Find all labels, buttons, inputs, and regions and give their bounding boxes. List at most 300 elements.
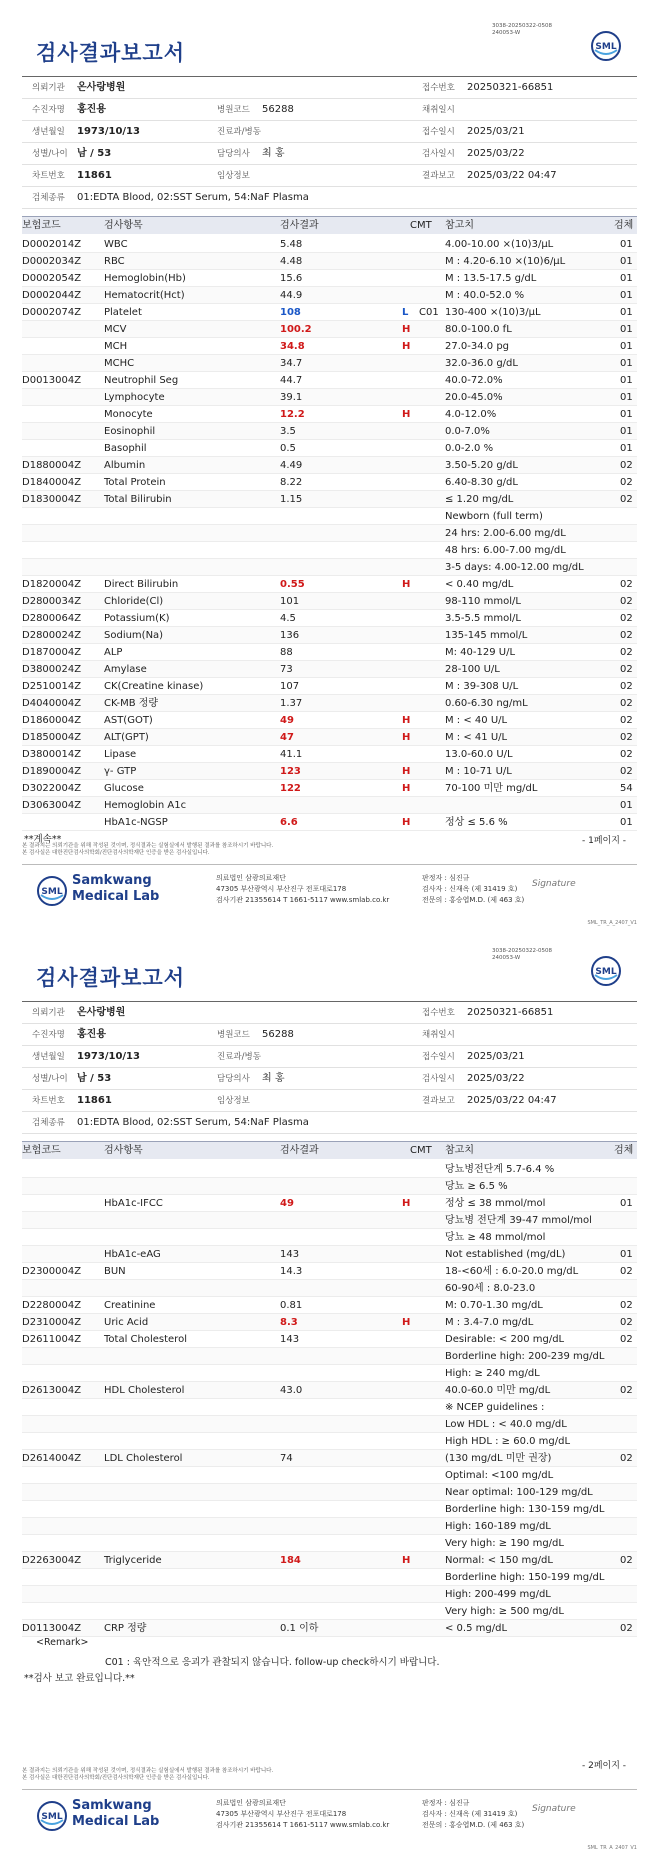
specimen-code: 02 xyxy=(620,494,633,505)
test-result: 136 xyxy=(280,630,300,641)
reference-range: Optimal: <100 mg/dL xyxy=(445,1470,554,1481)
remark-label: <Remark> xyxy=(36,1637,89,1648)
test-name: BUN xyxy=(104,1266,126,1277)
reference-range: M : 40.0-52.0 % xyxy=(445,290,525,301)
insurance-code: D1840004Z xyxy=(22,477,82,488)
insurance-code: D2310004Z xyxy=(22,1317,82,1328)
page-title: 검사결과보고서 xyxy=(36,41,186,65)
reference-range: 80.0-100.0 fL xyxy=(445,324,512,335)
reference-range: M : < 41 U/L xyxy=(445,732,508,743)
info-row: 검체종류 01:EDTA Blood, 02:SST Serum, 54:NaF Plasma xyxy=(22,1112,637,1134)
test-result: 1.15 xyxy=(280,494,303,505)
test-result: 34.8 xyxy=(280,341,305,352)
test-name: Basophil xyxy=(104,443,147,454)
test-result: 41.1 xyxy=(280,749,303,760)
test-result: 47 xyxy=(280,732,294,743)
test-result: 12.2 xyxy=(280,409,305,420)
info-row: 성별/나이 남 / 53 담당의사 최 홍 검사일시 2025/03/22 xyxy=(22,143,637,165)
reference-range: Normal: < 150 mg/dL xyxy=(445,1555,553,1566)
table-row xyxy=(22,1229,637,1246)
insurance-code: D3800014Z xyxy=(22,749,82,760)
table-row xyxy=(22,1178,637,1195)
reference-range: 24 hrs: 2.00-6.00 mg/dL xyxy=(445,528,566,539)
table-row xyxy=(22,542,637,559)
doc-id-line: 240053-W xyxy=(492,955,521,961)
test-name: γ- GTP xyxy=(104,766,137,777)
table-row xyxy=(22,1365,637,1382)
test-result: 39.1 xyxy=(280,392,303,403)
table-row xyxy=(22,372,637,389)
table-row xyxy=(22,1433,637,1450)
specimen-code: 02 xyxy=(620,460,633,471)
test-name: ALP xyxy=(104,647,123,658)
info-row: 차트번호 11861 임상정보 결과보고 2025/03/22 04:47 xyxy=(22,165,637,187)
insurance-code: D0113004Z xyxy=(22,1623,82,1634)
reference-range: (130 mg/dL 미만 권장) xyxy=(445,1453,552,1464)
test-result: 8.3 xyxy=(280,1317,298,1328)
specimen-code: 01 xyxy=(620,375,633,386)
specimen-code: 01 xyxy=(620,239,633,250)
table-row xyxy=(22,1263,637,1280)
specimen-code: 01 xyxy=(620,324,633,335)
test-result: 8.22 xyxy=(280,477,303,488)
reference-range: 정상 ≤ 5.6 % xyxy=(445,817,508,828)
specimen-code: 02 xyxy=(620,1385,633,1396)
reference-range: 135-145 mmol/L xyxy=(445,630,528,641)
test-result: 44.7 xyxy=(280,375,303,386)
test-name: CK(Creatine kinase) xyxy=(104,681,204,692)
table-row xyxy=(22,695,637,712)
test-result: 4.5 xyxy=(280,613,296,624)
doc-id-line: 240053-W xyxy=(492,30,521,36)
reference-range: 13.0-60.0 U/L xyxy=(445,749,513,760)
test-name: Direct Bilirubin xyxy=(104,579,179,590)
abnormal-flag: H xyxy=(402,1317,411,1328)
continue-note: **계속** xyxy=(24,834,62,845)
table-row xyxy=(22,236,637,253)
table-row xyxy=(22,814,637,831)
test-name: CRP 정량 xyxy=(104,1623,147,1634)
reference-range: M : < 40 U/L xyxy=(445,715,508,726)
footer xyxy=(22,864,637,926)
table-row xyxy=(22,661,637,678)
insurance-code: D1860004Z xyxy=(22,715,82,726)
reference-range: 28-100 U/L xyxy=(445,664,500,675)
comment-code: C01 xyxy=(419,307,439,318)
test-result: 143 xyxy=(280,1249,300,1260)
test-name: Creatinine xyxy=(104,1300,156,1311)
table-row xyxy=(22,576,637,593)
test-name: CK-MB 정량 xyxy=(104,698,159,709)
test-result: 49 xyxy=(280,1198,294,1209)
specimen-code: 02 xyxy=(620,1266,633,1277)
reference-range: 48 hrs: 6.00-7.00 mg/dL xyxy=(445,545,566,556)
disclaimer xyxy=(22,1768,273,1782)
abnormal-flag: H xyxy=(402,341,411,352)
table-row xyxy=(22,1314,637,1331)
svg-text:SML: SML xyxy=(41,887,63,897)
test-result: 0.5 xyxy=(280,443,296,454)
specimen-code: 01 xyxy=(620,443,633,454)
table-row xyxy=(22,253,637,270)
disclaimer-line: 본 결과지는 의뢰기관을 위해 작성된 것이며, 정식결과는 실험실에서 발행된 결과를 참조하시기 바랍니다. xyxy=(22,1768,274,1774)
table-row xyxy=(22,1569,637,1586)
insurance-code: D2611004Z xyxy=(22,1334,82,1345)
specimen-code: 02 xyxy=(620,715,633,726)
table-row xyxy=(22,525,637,542)
specimen-code: 01 xyxy=(620,273,633,284)
reference-range: 3-5 days: 4.00-12.00 mg/dL xyxy=(445,562,584,573)
insurance-code: D1880004Z xyxy=(22,460,82,471)
reference-range: 70-100 미만 mg/dL xyxy=(445,783,538,794)
reference-range: High HDL : ≥ 60.0 mg/dL xyxy=(445,1436,571,1447)
table-row xyxy=(22,491,637,508)
table-row xyxy=(22,1603,637,1620)
specimen-code: 01 xyxy=(620,800,633,811)
insurance-code: D1850004Z xyxy=(22,732,82,743)
test-name: Neutrophil Seg xyxy=(104,375,179,386)
svg-text:SML: SML xyxy=(595,967,617,977)
reference-range: Near optimal: 100-129 mg/dL xyxy=(445,1487,593,1498)
table-row xyxy=(22,1348,637,1365)
test-name: Total Protein xyxy=(104,477,166,488)
info-row: 생년월일 1973/10/13 진료과/병동 접수일시 2025/03/21 xyxy=(22,121,637,143)
footer-signers: 판정자 : 심진규 검사자 : 신재옥 (제 31419 호) 전문의 : 홍승엽M.D. (제 463 호) xyxy=(422,874,525,904)
reference-range: 정상 ≤ 38 mmol/mol xyxy=(445,1198,546,1209)
test-name: Platelet xyxy=(104,307,142,318)
abnormal-flag: H xyxy=(402,783,411,794)
disclaimer-line: 본 검사실은 대한진단검사의학회/진단검사의학재단 인증을 받은 검사실입니다. xyxy=(22,1775,210,1781)
reference-range: 40.0-60.0 미만 mg/dL xyxy=(445,1385,551,1396)
table-row xyxy=(22,678,637,695)
test-name: Eosinophil xyxy=(104,426,156,437)
reference-range: 18-<60세 : 6.0-20.0 mg/dL xyxy=(445,1266,579,1277)
footer-brand: Samkwang xyxy=(72,1798,152,1813)
table-row xyxy=(22,270,637,287)
insurance-code: D1830004Z xyxy=(22,494,82,505)
table-row xyxy=(22,1484,637,1501)
table-row xyxy=(22,1280,637,1297)
test-name: Hemoglobin A1c xyxy=(104,800,187,811)
test-result: 73 xyxy=(280,664,293,675)
table-row xyxy=(22,1399,637,1416)
reference-range: ※ NCEP guidelines : xyxy=(445,1402,545,1413)
table-row xyxy=(22,593,637,610)
table-row xyxy=(22,508,637,525)
reference-range: 4.00-10.00 ×(10)3/μL xyxy=(445,239,554,250)
reference-range: Very high: ≥ 500 mg/dL xyxy=(445,1606,564,1617)
specimen-code: 01 xyxy=(620,290,633,301)
insurance-code: D2800024Z xyxy=(22,630,82,641)
reference-range: M : 3.4-7.0 mg/dL xyxy=(445,1317,534,1328)
signature-image: Signature xyxy=(532,879,576,889)
table-row xyxy=(22,1416,637,1433)
reference-range: 40.0-72.0% xyxy=(445,375,503,386)
reference-range: Not established (mg/dL) xyxy=(445,1249,566,1260)
abnormal-flag: H xyxy=(402,732,411,743)
form-tag: SML_TR_A_2407_V1 xyxy=(587,920,637,926)
disclaimer-line: 본 검사실은 대한진단검사의학회/진단검사의학재단 인증을 받은 검사실입니다. xyxy=(22,850,210,856)
test-name: Chloride(Cl) xyxy=(104,596,164,607)
sml-logo-icon xyxy=(36,1800,68,1832)
test-result: 14.3 xyxy=(280,1266,303,1277)
reference-range: 당뇨 ≥ 6.5 % xyxy=(445,1181,508,1192)
table-row xyxy=(22,746,637,763)
table-row xyxy=(22,644,637,661)
insurance-code: D2614004Z xyxy=(22,1453,82,1464)
abnormal-flag: H xyxy=(402,1198,411,1209)
insurance-code: D0002014Z xyxy=(22,239,82,250)
specimen-code: 01 xyxy=(620,1198,633,1209)
page-title: 검사결과보고서 xyxy=(36,966,186,990)
specimen-code: 02 xyxy=(620,1555,633,1566)
info-row: 검체종류 01:EDTA Blood, 02:SST Serum, 54:NaF Plasma xyxy=(22,187,637,209)
test-name: RBC xyxy=(104,256,125,267)
test-name: HDL Cholesterol xyxy=(104,1385,185,1396)
insurance-code: D3800024Z xyxy=(22,664,82,675)
reference-range: 당뇨병전단계 5.7-6.4 % xyxy=(445,1164,555,1175)
table-row xyxy=(22,440,637,457)
reference-range: M : 4.20-6.10 ×(10)6/μL xyxy=(445,256,566,267)
specimen-code: 01 xyxy=(620,341,633,352)
info-row: 의뢰기관 온사랑병원 접수번호 20250321-66851 xyxy=(22,1002,637,1024)
table-row xyxy=(22,1212,637,1229)
test-name: Monocyte xyxy=(104,409,153,420)
reference-range: M: 40-129 U/L xyxy=(445,647,516,658)
test-result: 4.49 xyxy=(280,460,303,471)
insurance-code: D2280004Z xyxy=(22,1300,82,1311)
svg-text:SML: SML xyxy=(41,1812,63,1822)
specimen-code: 02 xyxy=(620,1334,633,1345)
disclaimer-line: 본 결과지는 의뢰기관을 위해 작성된 것이며, 정식결과는 실험실에서 발행된 결과를 참조하시기 바랍니다. xyxy=(22,843,274,849)
insurance-code: D4040004Z xyxy=(22,698,82,709)
signature-image: Signature xyxy=(532,1804,576,1814)
abnormal-flag: H xyxy=(402,324,411,335)
test-result: 49 xyxy=(280,715,294,726)
test-result: 43.0 xyxy=(280,1385,303,1396)
document-id xyxy=(492,948,552,962)
disclaimer xyxy=(22,843,273,857)
reference-range: 0.60-6.30 ng/mL xyxy=(445,698,528,709)
table-row xyxy=(22,304,637,321)
doc-id-line: 3038-20250322-0508 xyxy=(492,948,552,954)
test-name: AST(GOT) xyxy=(104,715,153,726)
test-name: Albumin xyxy=(104,460,146,471)
test-name: Hemoglobin(Hb) xyxy=(104,273,186,284)
reference-range: M : 13.5-17.5 g/dL xyxy=(445,273,537,284)
test-result: 101 xyxy=(280,596,300,607)
test-result: 107 xyxy=(280,681,300,692)
specimen-code: 02 xyxy=(620,613,633,624)
insurance-code: D1890004Z xyxy=(22,766,82,777)
test-name: Glucose xyxy=(104,783,144,794)
reference-range: < 0.5 mg/dL xyxy=(445,1623,508,1634)
specimen-code: 01 xyxy=(620,256,633,267)
insurance-code: D2510014Z xyxy=(22,681,82,692)
sml-logo-icon xyxy=(36,875,68,907)
footer-address: 의료법인 삼광의료재단 47305 부산광역시 부산진구 전포대로178 검사기관 21355614 T 1661-5117 www.smlab.co.kr xyxy=(216,1799,390,1829)
doc-id-line: 3038-20250322-0508 xyxy=(492,23,552,29)
footer-brand: Medical Lab xyxy=(72,889,160,904)
test-result: 1.37 xyxy=(280,698,303,709)
reference-range: 6.40-8.30 g/dL xyxy=(445,477,518,488)
test-name: LDL Cholesterol xyxy=(104,1453,183,1464)
insurance-code: D0002034Z xyxy=(22,256,82,267)
test-result: 88 xyxy=(280,647,293,658)
specimen-code: 02 xyxy=(620,647,633,658)
test-name: Sodium(Na) xyxy=(104,630,164,641)
specimen-code: 02 xyxy=(620,477,633,488)
table-row xyxy=(22,287,637,304)
reference-range: M: 0.70-1.30 mg/dL xyxy=(445,1300,543,1311)
info-row: 수진자명 홍진용 병원코드 56288 채취일시 xyxy=(22,99,637,121)
footer-brand: Medical Lab xyxy=(72,1814,160,1829)
test-result: 0.81 xyxy=(280,1300,303,1311)
table-row xyxy=(22,1246,637,1263)
specimen-code: 02 xyxy=(620,766,633,777)
specimen-code: 01 xyxy=(620,426,633,437)
table-row xyxy=(22,1195,637,1212)
table-row xyxy=(22,321,637,338)
specimen-code: 01 xyxy=(620,358,633,369)
reference-range: 당뇨 ≥ 48 mmol/mol xyxy=(445,1232,546,1243)
table-row xyxy=(22,1297,637,1314)
table-row xyxy=(22,780,637,797)
sml-logo-icon xyxy=(590,955,622,987)
test-result: 74 xyxy=(280,1453,293,1464)
table-header: 보험코드 검사항목 검사결과 CMT 참고치 검체 xyxy=(22,1141,637,1159)
test-result: 3.5 xyxy=(280,426,296,437)
reference-range: 0.0-2.0 % xyxy=(445,443,494,454)
table-row xyxy=(22,338,637,355)
table-row xyxy=(22,389,637,406)
info-row: 차트번호 11861 임상정보 결과보고 2025/03/22 04:47 xyxy=(22,1090,637,1112)
reference-range: Borderline high: 130-159 mg/dL xyxy=(445,1504,605,1515)
test-name: Amylase xyxy=(104,664,147,675)
table-row xyxy=(22,355,637,372)
table-row xyxy=(22,712,637,729)
test-result: 108 xyxy=(280,307,301,318)
test-result: 5.48 xyxy=(280,239,303,250)
abnormal-flag: H xyxy=(402,409,411,420)
insurance-code: D0002044Z xyxy=(22,290,82,301)
complete-note: **검사 보고 완료입니다.** xyxy=(24,1673,135,1684)
table-row xyxy=(22,797,637,814)
test-name: Hematocrit(Hct) xyxy=(104,290,185,301)
specimen-code: 54 xyxy=(620,783,633,794)
test-name: Lymphocyte xyxy=(104,392,165,403)
test-name: WBC xyxy=(104,239,128,250)
abnormal-flag: H xyxy=(402,817,411,828)
insurance-code: D2263004Z xyxy=(22,1555,82,1566)
reference-range: 당뇨병 전단계 39-47 mmol/mol xyxy=(445,1215,592,1226)
page-number: - 1페이지 - xyxy=(582,836,627,846)
test-name: Triglyceride xyxy=(104,1555,162,1566)
table-row xyxy=(22,1535,637,1552)
reference-range: Very high: ≥ 190 mg/dL xyxy=(445,1538,564,1549)
specimen-code: 02 xyxy=(620,579,633,590)
table-row xyxy=(22,457,637,474)
info-row: 의뢰기관 온사랑병원 접수번호 20250321-66851 xyxy=(22,77,637,99)
specimen-code: 01 xyxy=(620,409,633,420)
test-name: Uric Acid xyxy=(104,1317,149,1328)
test-name: ALT(GPT) xyxy=(104,732,149,743)
test-name: MCH xyxy=(104,341,128,352)
specimen-code: 01 xyxy=(620,307,633,318)
table-row xyxy=(22,1382,637,1399)
footer-signers: 판정자 : 심진규 검사자 : 신재옥 (제 31419 호) 전문의 : 홍승엽M.D. (제 463 호) xyxy=(422,1799,525,1829)
form-tag: SML_TR_A_2407_V1 xyxy=(587,1845,637,1850)
report-page-2 xyxy=(0,925,655,1850)
test-name: MCHC xyxy=(104,358,135,369)
page-number: - 2페이지 - xyxy=(582,1761,627,1771)
reference-range: M : 39-308 U/L xyxy=(445,681,519,692)
test-name: HbA1c-IFCC xyxy=(104,1198,163,1209)
reference-range: 130-400 ×(10)3/μL xyxy=(445,307,541,318)
specimen-code: 02 xyxy=(620,732,633,743)
reference-range: High: 160-189 mg/dL xyxy=(445,1521,551,1532)
insurance-code: D3022004Z xyxy=(22,783,82,794)
reference-range: High: 200-499 mg/dL xyxy=(445,1589,551,1600)
test-result: 34.7 xyxy=(280,358,303,369)
test-result: 0.55 xyxy=(280,579,305,590)
test-name: MCV xyxy=(104,324,127,335)
reference-range: 32.0-36.0 g/dL xyxy=(445,358,518,369)
reference-range: 0.0-7.0% xyxy=(445,426,490,437)
insurance-code: D2800034Z xyxy=(22,596,82,607)
table-row xyxy=(22,1450,637,1467)
specimen-code: 02 xyxy=(620,1453,633,1464)
specimen-code: 02 xyxy=(620,630,633,641)
info-row: 성별/나이 남 / 53 담당의사 최 홍 검사일시 2025/03/22 xyxy=(22,1068,637,1090)
reference-range: < 0.40 mg/dL xyxy=(445,579,514,590)
specimen-code: 02 xyxy=(620,1300,633,1311)
table-row xyxy=(22,1467,637,1484)
table-row xyxy=(22,610,637,627)
document-id xyxy=(492,23,552,37)
reference-range: 60-90세 : 8.0-23.0 xyxy=(445,1283,536,1294)
table-row xyxy=(22,1161,637,1178)
table-row xyxy=(22,1518,637,1535)
table-row xyxy=(22,474,637,491)
abnormal-flag: L xyxy=(402,307,409,318)
test-result: 0.1 이하 xyxy=(280,1623,319,1634)
test-result: 184 xyxy=(280,1555,301,1566)
specimen-code: 02 xyxy=(620,698,633,709)
test-name: Total Bilirubin xyxy=(104,494,172,505)
info-row: 수진자명 홍진용 병원코드 56288 채취일시 xyxy=(22,1024,637,1046)
test-result: 44.9 xyxy=(280,290,303,301)
footer-address: 의료법인 삼광의료재단 47305 부산광역시 부산진구 전포대로178 검사기관 21355614 T 1661-5117 www.smlab.co.kr xyxy=(216,874,390,904)
abnormal-flag: H xyxy=(402,1555,411,1566)
reference-range: Desirable: < 200 mg/dL xyxy=(445,1334,565,1345)
test-name: HbA1c-eAG xyxy=(104,1249,161,1260)
test-result: 122 xyxy=(280,783,301,794)
specimen-code: 02 xyxy=(620,664,633,675)
reference-range: 3.50-5.20 g/dL xyxy=(445,460,518,471)
footer xyxy=(22,1789,637,1850)
info-row: 생년월일 1973/10/13 진료과/병동 접수일시 2025/03/21 xyxy=(22,1046,637,1068)
table-row xyxy=(22,1501,637,1518)
test-result: 100.2 xyxy=(280,324,312,335)
test-name: Lipase xyxy=(104,749,137,760)
reference-range: Borderline high: 200-239 mg/dL xyxy=(445,1351,605,1362)
table-row xyxy=(22,1586,637,1603)
abnormal-flag: H xyxy=(402,766,411,777)
test-result: 6.6 xyxy=(280,817,298,828)
specimen-code: 02 xyxy=(620,1317,633,1328)
abnormal-flag: H xyxy=(402,579,411,590)
